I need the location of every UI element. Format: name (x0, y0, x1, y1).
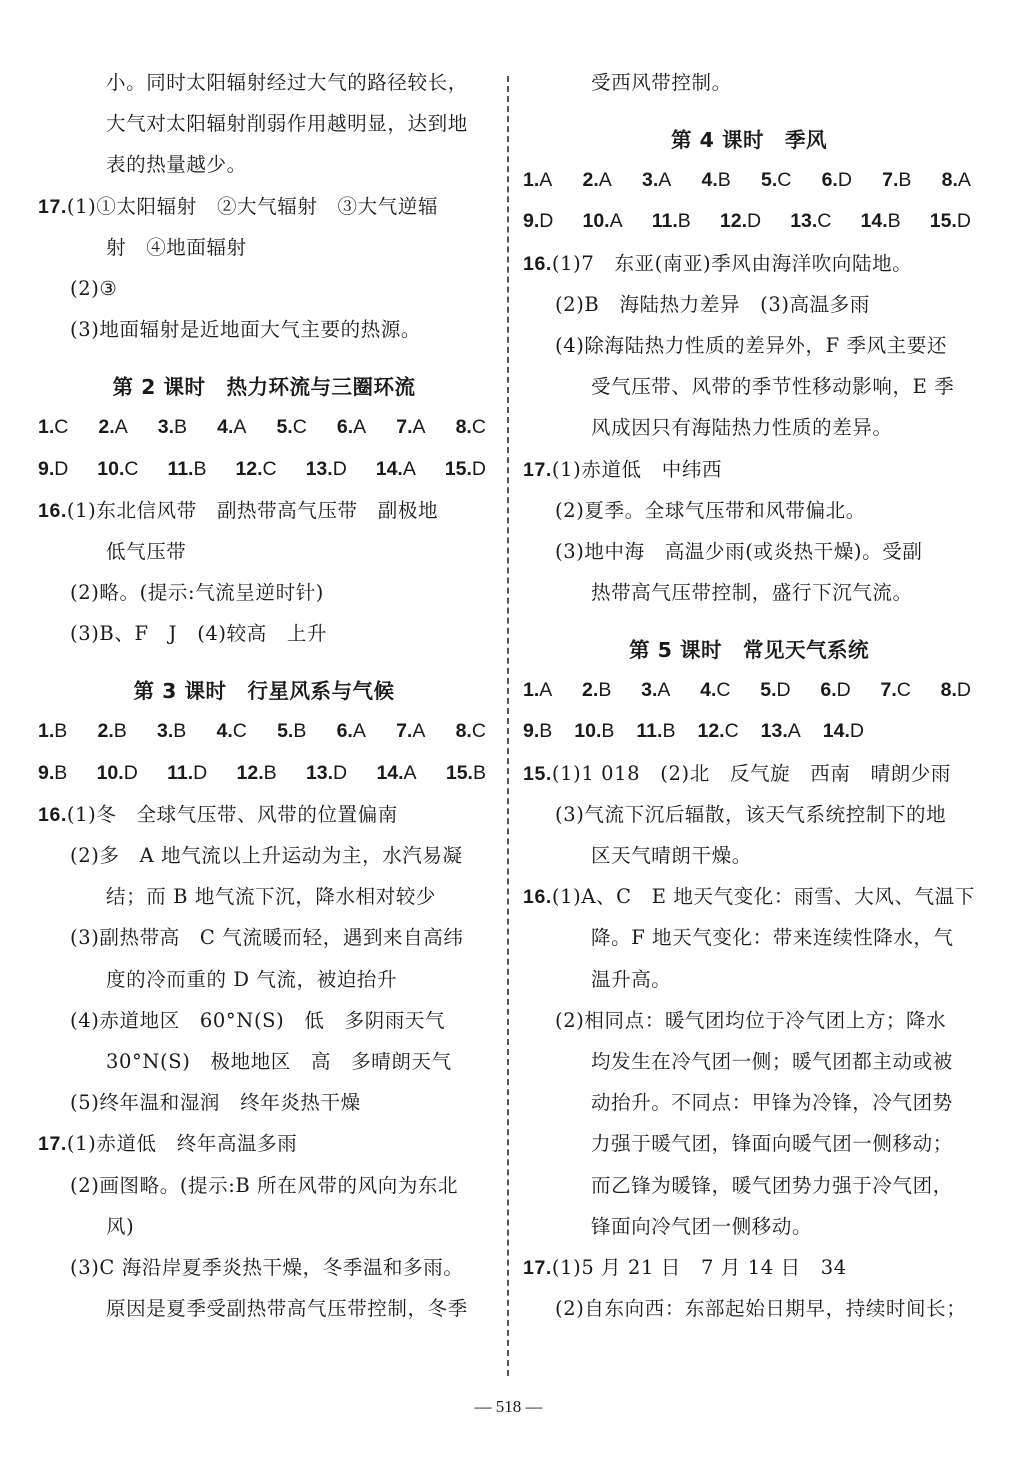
answer-item (306, 753, 347, 794)
lesson-2-title: 第 2 课时 热力环流与三圈环流 (112, 375, 416, 400)
answer-choice: D (746, 210, 762, 233)
column-divider (507, 76, 509, 1376)
answer-choice: B (717, 169, 731, 192)
text-line: 力强于暖气团，锋面向暖气团一侧移动； (591, 1132, 953, 1156)
answer-number: 12. (236, 761, 264, 784)
answer-choice: A (539, 169, 553, 192)
text-line: 度的冷而重的 D 气流，被迫抬升 (106, 967, 398, 991)
text-line: 表的热量越少。 (106, 153, 247, 177)
answer-choice: D (836, 679, 851, 702)
answer-item (582, 201, 622, 242)
answer-number: 1. (523, 169, 540, 192)
text-line: 射 ④地面辐射 (106, 235, 247, 259)
answer-item (157, 711, 186, 752)
answer-number: 10. (96, 761, 124, 784)
text-line: (2)③ (70, 276, 118, 300)
answer-choice: D (956, 210, 971, 233)
answer-number: 7. (880, 679, 897, 702)
answer-item (790, 201, 831, 242)
lesson-5-title: 第 5 课时 常见天气系统 (628, 638, 870, 663)
answer-number: 3. (641, 679, 658, 702)
answer-item (306, 449, 347, 490)
text-line: (1)5 月 21 日 7 月 14 日 34 (551, 1255, 847, 1279)
answer-item (641, 670, 670, 711)
answer-number: 3. (157, 416, 175, 439)
answer-number: 12. (719, 210, 747, 233)
answer-number: 5. (276, 416, 293, 439)
answer-choice: C (124, 457, 139, 480)
answer-item (235, 449, 276, 490)
answer-choice: A (114, 416, 128, 439)
answer-number: 2. (98, 416, 115, 439)
text-line: (2)略。(提示:气流呈逆时针) (70, 581, 325, 605)
question-17 (523, 449, 975, 490)
answer-choice: D (333, 761, 348, 784)
answer-choice: D (54, 457, 69, 480)
answer-row (523, 711, 975, 752)
answer-item (376, 753, 416, 794)
text-line: (1)1 018 (2)北 反气旋 西南 晴朗少雨 (551, 761, 951, 785)
text-line: (2)相同点：暖气团均位于冷气团上方；降水 (555, 1008, 947, 1032)
text-line: (1)赤道低 终年高温多雨 (66, 1132, 298, 1156)
answer-number: 3. (157, 720, 174, 743)
text-line: (2)B 海陆热力差异 (3)高温多雨 (555, 292, 870, 316)
answer-item (277, 711, 306, 752)
answer-choice: D (776, 679, 791, 702)
answer-item (523, 670, 552, 711)
answer-number: 8. (455, 720, 472, 743)
answer-item (276, 407, 306, 448)
text-line: (3)副热带高 C 气流暖而轻，遇到来自高纬 (70, 926, 464, 950)
answer-item (881, 670, 911, 711)
answer-number: 7. (882, 169, 899, 192)
answer-number: 5. (760, 679, 777, 702)
text-line: (2)画图略。(提示:B 所在风带的风向为东北 (70, 1173, 459, 1197)
answer-item (456, 711, 486, 752)
answer-number: 10. (97, 457, 125, 480)
text-line: 风成因只有海陆热力性质的差异。 (591, 416, 893, 440)
answer-row (38, 407, 490, 448)
question-16 (38, 490, 490, 531)
answer-choice: A (412, 720, 426, 743)
answer-number: 13. (305, 457, 333, 480)
answer-item (822, 160, 852, 201)
answer-choice: D (471, 457, 486, 480)
answer-choice: B (173, 720, 187, 743)
answer-choice: D (849, 720, 864, 743)
answer-number: 2. (582, 169, 599, 192)
answer-item (337, 407, 366, 448)
answer-row (523, 160, 975, 201)
answer-item (861, 201, 901, 242)
answer-number: 3. (642, 169, 659, 192)
answer-choice: C (896, 679, 911, 702)
answer-number: 9. (38, 457, 55, 480)
answer-item (697, 711, 738, 752)
answer-choice: A (403, 761, 417, 784)
answer-choice: D (837, 169, 852, 192)
answer-choice: C (232, 720, 247, 743)
answer-number: 8. (941, 169, 958, 192)
answer-item (823, 711, 864, 752)
answer-item (930, 201, 971, 242)
answer-item (38, 753, 67, 794)
answer-choice: D (193, 761, 208, 784)
text-line: 区天气晴朗干燥。 (591, 844, 752, 867)
answer-choice: A (412, 416, 426, 439)
answer-choice: B (898, 169, 912, 192)
lesson-3-title: 第 3 课时 行星风系与气候 (133, 679, 395, 704)
answer-choice: C (471, 720, 486, 743)
answer-row (38, 449, 490, 490)
answer-number: 14. (376, 761, 404, 784)
question-15 (523, 753, 975, 794)
answer-item (760, 670, 790, 711)
answer-number: 5. (761, 169, 778, 192)
answer-item (158, 407, 187, 448)
answer-item (97, 449, 138, 490)
answer-choice: D (123, 761, 138, 784)
answer-choice: D (539, 210, 554, 233)
answer-choice: B (677, 210, 691, 233)
answer-item (97, 753, 138, 794)
answer-item (237, 753, 277, 794)
question-number: 16. (38, 499, 67, 522)
text-line: 风) (106, 1214, 135, 1238)
text-line: (3)B、F J (4)较高 上升 (70, 622, 328, 646)
answer-choice: B (293, 720, 307, 743)
answer-item (167, 449, 206, 490)
answer-item (761, 160, 791, 201)
text-line: 降。F 地天气变化：带来连续性降水，气 (591, 926, 954, 950)
answer-item (38, 711, 67, 752)
text-line: (1)7 东亚(南亚)季风由海洋吹向陆地。 (551, 251, 913, 275)
answer-item (583, 160, 612, 201)
question-16 (38, 794, 490, 835)
answer-item (396, 407, 425, 448)
answer-number: 4. (217, 416, 234, 439)
text-line: (1)A、C E 地天气变化：雨雪、大风、气温下 (551, 885, 975, 909)
answer-choice: A (233, 416, 247, 439)
left-column (38, 62, 490, 1329)
answer-item (941, 670, 971, 711)
answer-item (882, 160, 911, 201)
answer-number: 4. (700, 679, 717, 702)
answer-number: 1. (38, 720, 55, 743)
answer-number: 6. (336, 720, 353, 743)
question-17 (38, 1123, 490, 1164)
answer-number: 15. (929, 210, 957, 233)
answer-item (523, 160, 552, 201)
answer-item (98, 407, 127, 448)
answer-number: 2. (97, 720, 114, 743)
answer-choice: A (353, 416, 367, 439)
answer-item (217, 407, 246, 448)
answer-number: 4. (216, 720, 233, 743)
answer-item (167, 753, 207, 794)
text-line: 结；而 B 地气流下沉，降水相对较少 (106, 885, 437, 909)
answer-choice: A (657, 679, 671, 702)
answer-choice: A (352, 720, 366, 743)
text-line: 动抬升。不同点：甲锋为冷锋，冷气团势 (591, 1091, 953, 1115)
answer-choice: B (113, 720, 127, 743)
answer-number: 2. (582, 679, 599, 702)
answer-number: 9. (523, 720, 540, 743)
answer-item (700, 670, 730, 711)
page-number: — 518 — (474, 1397, 543, 1416)
right-column (523, 62, 975, 1329)
question-16 (523, 876, 975, 917)
question-number: 17. (38, 195, 67, 218)
answer-choice: C (817, 210, 832, 233)
answer-choice: C (471, 416, 486, 439)
text-line: 低气压带 (106, 539, 187, 563)
text-line: 均发生在冷气团一侧；暖气团都主动或被 (591, 1049, 953, 1073)
answer-choice: B (601, 720, 615, 743)
answer-number: 14. (822, 720, 850, 743)
answer-row (38, 711, 490, 752)
answer-number: 6. (821, 169, 838, 192)
answer-number: 7. (396, 720, 413, 743)
text-line: 受气压带、风带的季节性移动影响，E 季 (591, 375, 955, 399)
text-line: (1)东北信风带 副热带高气压带 副极地 (66, 498, 439, 522)
text-line: (1)赤道低 中纬西 (551, 457, 723, 481)
answer-item (446, 753, 486, 794)
answer-item (217, 711, 247, 752)
answer-number: 7. (396, 416, 413, 439)
answer-number: 9. (38, 761, 55, 784)
text-line: (3)地中海 高温少雨(或炎热干燥)。受副 (555, 539, 923, 563)
answer-number: 13. (305, 761, 334, 784)
text-line: 小。同时太阳辐射经过大气的路径较长， (106, 71, 468, 94)
answer-item (942, 160, 971, 201)
answer-choice: B (174, 416, 188, 439)
text-line: (4)赤道地区 60°N(S) 低 多阴雨天气 (70, 1008, 446, 1032)
answer-item (761, 711, 801, 752)
answer-item (574, 711, 614, 752)
answer-item (38, 449, 68, 490)
answer-item (523, 201, 553, 242)
answer-choice: B (598, 679, 612, 702)
text-line: (1)①太阳辐射 ②大气辐射 ③大气逆辐 (66, 194, 439, 218)
question-16 (523, 243, 975, 284)
answer-choice: D (332, 457, 347, 480)
answer-number: 11. (636, 720, 663, 743)
question-number: 17. (523, 1256, 552, 1279)
answer-item (582, 670, 611, 711)
answer-item (702, 160, 731, 201)
answer-choice: D (956, 679, 971, 702)
answer-number: 12. (235, 457, 263, 480)
text-line: (3)地面辐射是近地面大气主要的热源。 (70, 318, 422, 342)
answer-item (820, 670, 850, 711)
text-line: (2)夏季。全球气压带和风带偏北。 (555, 498, 866, 522)
answer-choice: A (598, 169, 612, 192)
answer-number: 15. (445, 761, 473, 784)
text-line: 30°N(S) 极地地区 高 多晴朗天气 (106, 1049, 452, 1073)
answer-number: 4. (701, 169, 718, 192)
answer-number: 8. (940, 679, 957, 702)
answer-number: 1. (523, 679, 540, 702)
answer-number: 11. (651, 210, 678, 233)
answer-row (523, 201, 975, 242)
answer-item (642, 160, 671, 201)
answer-number: 11. (167, 457, 194, 480)
text-line: (2)自东向西：东部起始日期早，持续时间长； (555, 1297, 967, 1321)
answer-choice: B (54, 720, 68, 743)
answer-choice: A (957, 169, 971, 192)
answer-choice: B (193, 457, 207, 480)
answer-choice: A (787, 720, 801, 743)
question-number: 17. (523, 458, 552, 481)
answer-choice: C (777, 169, 792, 192)
answer-item (720, 201, 761, 242)
text-line: 锋面向冷气团一侧移动。 (591, 1214, 813, 1238)
text-line: (3)气流下沉后辐散，该天气系统控制下的地 (555, 802, 947, 826)
text-line: (5)终年温和湿润 终年炎热干燥 (70, 1091, 361, 1115)
question-number: 16. (523, 252, 552, 275)
question-number: 17. (38, 1133, 67, 1156)
answer-item (38, 407, 68, 448)
text-line: (4)除海陆热力性质的差异外，F 季风主要还 (555, 333, 948, 357)
lesson-4-title: 第 4 课时 季风 (670, 128, 828, 153)
answer-choice: A (609, 210, 623, 233)
answer-number: 13. (790, 210, 818, 233)
answer-number: 5. (277, 720, 294, 743)
answer-number: 6. (820, 679, 837, 702)
answer-item (445, 449, 486, 490)
answer-number: 10. (574, 720, 602, 743)
answer-number: 12. (697, 720, 725, 743)
answer-item (636, 711, 675, 752)
question-number: 15. (523, 762, 552, 785)
text-line: 而乙锋为暖锋，暖气团势力强于冷气团， (591, 1173, 953, 1197)
text-line: (3)C 海沿岸夏季炎热干燥，冬季温和多雨。 (70, 1255, 464, 1279)
question-17 (38, 186, 490, 227)
answer-number: 1. (38, 416, 55, 439)
answer-choice: B (539, 720, 553, 743)
answer-choice: A (402, 457, 416, 480)
text-line: (1)冬 全球气压带、风带的位置偏南 (66, 802, 398, 826)
answer-number: 13. (760, 720, 788, 743)
text-line: 大气对太阳辐射削弱作用越明显，达到地 (106, 112, 468, 136)
text-line: 原因是夏季受副热带高气压带控制，冬季 (106, 1297, 468, 1321)
answer-choice: B (54, 761, 68, 784)
answer-number: 8. (455, 416, 472, 439)
answer-choice: C (716, 679, 731, 702)
answer-item (523, 711, 552, 752)
answer-item (376, 449, 416, 490)
answer-number: 15. (444, 457, 472, 480)
answer-choice: C (54, 416, 69, 439)
text-line: 热带高气压带控制，盛行下沉气流。 (591, 581, 913, 605)
answer-item (652, 201, 691, 242)
answer-row (38, 753, 490, 794)
answer-choice: C (292, 416, 307, 439)
answer-choice: B (662, 720, 676, 743)
answer-choice: A (539, 679, 553, 702)
answer-item (337, 711, 366, 752)
answer-choice: B (263, 761, 277, 784)
question-number: 16. (38, 803, 67, 826)
question-17 (523, 1247, 975, 1288)
answer-number: 11. (167, 761, 194, 784)
text-line: (2)多 A 地气流以上升运动为主，水汽易凝 (70, 844, 463, 867)
answer-row (523, 670, 975, 711)
answer-item (396, 711, 425, 752)
text-line: 受西风带控制。 (591, 71, 732, 94)
answer-number: 9. (523, 210, 540, 233)
answer-choice: C (724, 720, 739, 743)
answer-number: 6. (336, 416, 354, 439)
question-number: 16. (523, 886, 552, 909)
answer-choice: C (262, 457, 277, 480)
answer-item (456, 407, 486, 448)
answer-item (98, 711, 127, 752)
answer-number: 14. (375, 457, 403, 480)
answer-choice: B (887, 210, 901, 233)
answer-number: 10. (582, 210, 610, 233)
text-line: 温升高。 (591, 967, 672, 991)
answer-choice: A (658, 169, 672, 192)
answer-number: 14. (860, 210, 888, 233)
answer-choice: B (472, 761, 486, 784)
